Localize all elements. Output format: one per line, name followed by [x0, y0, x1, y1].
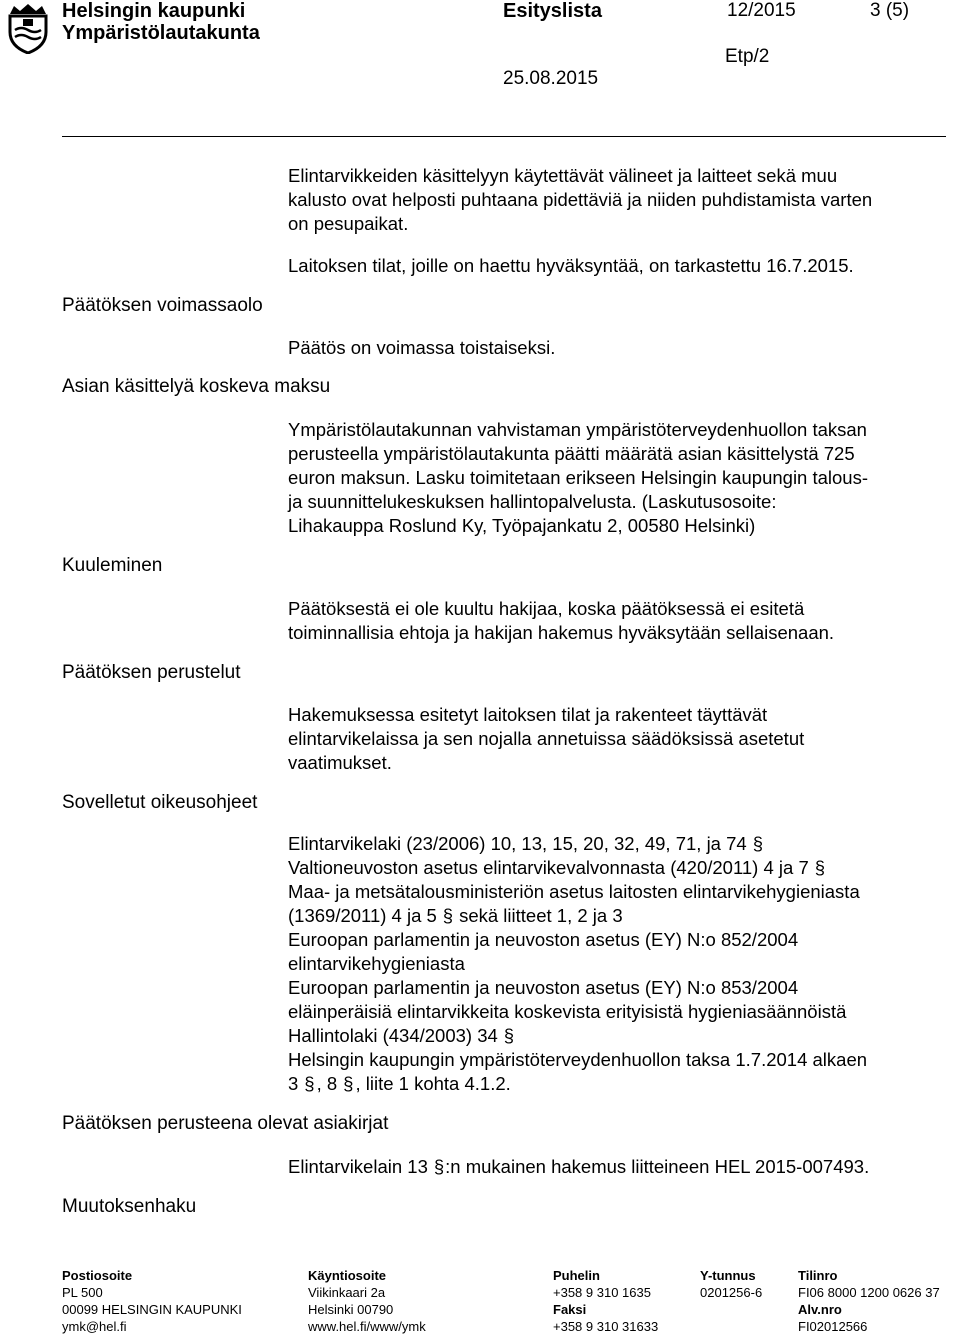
footer-title: Alv.nro	[798, 1302, 842, 1317]
law-text: 3	[288, 1073, 299, 1094]
section-label-applied-law: Sovelletut oikeusohjeet	[62, 792, 258, 813]
footer-value: +358 9 310 1635	[553, 1285, 651, 1300]
law-text: eläinperäisiä elintarvikkeita koskevista erityisistä hygieniasäännöistä	[288, 1001, 847, 1022]
applied-law-list	[288, 832, 867, 1096]
law-text: Maa- ja metsätalousministeriön asetus laitosten elintarvikehygieniasta	[288, 881, 860, 902]
law-text: Euroopan parlamentin ja neuvoston asetus (EY) N:o 853/2004	[288, 977, 799, 998]
law-text: , 8	[316, 1073, 338, 1094]
helsinki-crest-icon	[6, 2, 50, 54]
footer-business-id	[700, 1267, 762, 1301]
header-organization: Helsingin kaupunki	[62, 0, 246, 22]
header-document-number: 12/2015	[727, 0, 796, 21]
law-text: Hallintolaki (434/2003) 34	[288, 1025, 498, 1046]
footer-value: FI02012566	[798, 1319, 868, 1334]
footer-email-link[interactable]: ymk@hel.fi	[62, 1319, 127, 1334]
section-label-hearing: Kuuleminen	[62, 555, 163, 576]
law-text: Helsingin kaupungin ympäristöterveydenhuollon taksa 1.7.2014 alkaen	[288, 1049, 868, 1070]
footer-title: Puhelin	[553, 1268, 600, 1283]
footer-account	[798, 1267, 940, 1301]
section-mark: §	[304, 1073, 315, 1094]
section-mark: §	[343, 1073, 354, 1094]
intro-line: Elintarvikkeiden käsittelyyn käytettävät välineet ja laitteet sekä muu	[288, 165, 838, 186]
footer-value: Viikinkaari 2a	[308, 1285, 386, 1300]
fee-line: Ympäristölautakunnan vahvistaman ympäristöterveydenhuollon taksan	[288, 419, 867, 440]
footer-website-link[interactable]: www.hel.fi/www/ymk	[308, 1319, 426, 1334]
footer-title: Tilinro	[798, 1268, 838, 1283]
law-line	[288, 904, 867, 928]
footer-visiting-address	[308, 1267, 426, 1335]
intro-paragraph	[288, 164, 872, 236]
law-text: (1369/2011) 4 ja 5	[288, 905, 437, 926]
grounds-line: vaatimukset.	[288, 752, 392, 773]
footer-value: 0201256-6	[700, 1285, 763, 1300]
footer-title: Faksi	[553, 1302, 587, 1317]
footer-value: Helsinki 00790	[308, 1302, 394, 1317]
footer-title: Postiosoite	[62, 1268, 133, 1283]
section-label-fee: Asian käsittelyä koskeva maksu	[62, 376, 331, 397]
hearing-line: Päätöksestä ei ole kuultu hakijaa, koska päätöksessä ei esitetä	[288, 598, 805, 619]
law-text: , liite 1 kohta 4.1.2.	[355, 1073, 511, 1094]
law-line	[288, 1072, 867, 1096]
intro-line: on pesupaikat.	[288, 213, 409, 234]
footer-value: 00099 HELSINGIN KAUPUNKI	[62, 1302, 242, 1317]
law-text: Euroopan parlamentin ja neuvoston asetus (EY) N:o 852/2004	[288, 929, 799, 950]
footer-title: Y-tunnus	[700, 1268, 756, 1283]
header-item-number: Etp/2	[725, 46, 770, 67]
fee-line: perusteella ympäristölautakunta päätti määrätä asian käsittelystä 725	[288, 443, 855, 464]
section-mark: §	[814, 857, 826, 878]
fee-line: ja suunnittelukeskuksen hallintopalvelusta. (Laskutusosoite:	[288, 491, 777, 512]
documents-text: :n mukainen hakemus liitteineen HEL 2015-007493.	[445, 1156, 870, 1177]
fee-line: euron maksun. Lasku toimitetaan erikseen Helsingin kaupungin talous-	[288, 467, 869, 488]
validity-paragraph: Päätös on voimassa toistaiseksi.	[288, 337, 556, 358]
fee-line: Lihakauppa Roslund Ky, Työpajankatu 2, 00580 Helsinki)	[288, 515, 756, 536]
grounds-paragraph	[288, 703, 804, 775]
header-department: Ympäristölautakunta	[62, 22, 260, 44]
header-divider	[62, 136, 946, 137]
section-label-validity: Päätöksen voimassaolo	[62, 295, 263, 316]
section-mark: §	[503, 1025, 515, 1046]
law-text: Elintarvikelaki (23/2006) 10, 13, 15, 20, 32, 49, 71, ja 74	[288, 833, 747, 854]
footer-value: PL 500	[62, 1285, 103, 1300]
section-mark: §	[433, 1156, 445, 1177]
footer-fax	[553, 1301, 658, 1335]
section-label-documents: Päätöksen perusteena olevat asiakirjat	[62, 1113, 389, 1134]
header-date: 25.08.2015	[503, 68, 599, 89]
law-text: elintarvikehygieniasta	[288, 953, 465, 974]
hearing-paragraph	[288, 597, 834, 645]
documents-text: Elintarvikelain 13	[288, 1156, 428, 1177]
grounds-line: Hakemuksessa esitetyt laitoksen tilat ja rakenteet täyttävät	[288, 704, 768, 725]
footer-postal-address	[62, 1267, 242, 1335]
header-page-number: 3 (5)	[870, 0, 910, 21]
footer-value: +358 9 310 31633	[553, 1319, 659, 1334]
footer-title: Käyntiosoite	[308, 1268, 387, 1283]
intro-line: kalusto ovat helposti puhtaana pidettäviä ja niiden puhdistamista varten	[288, 189, 873, 210]
hearing-line: toiminnallisia ehtoja ja hakijan hakemus hyväksytään sellaisenaan.	[288, 622, 835, 643]
documents-paragraph	[288, 1155, 869, 1179]
section-label-grounds: Päätöksen perustelut	[62, 662, 241, 683]
law-text: sekä liitteet 1, 2 ja 3	[459, 905, 623, 926]
section-label-appeal: Muutoksenhaku	[62, 1196, 197, 1217]
law-text: Valtioneuvoston asetus elintarvikevalvonnasta (420/2011) 4 ja 7	[288, 857, 809, 878]
header-document-type: Esityslista	[503, 0, 602, 22]
inspection-paragraph: Laitoksen tilat, joille on haettu hyväksyntää, on tarkastettu 16.7.2015.	[288, 255, 854, 276]
section-mark: §	[752, 833, 763, 854]
footer-vat-number	[798, 1301, 867, 1335]
grounds-line: elintarvikelaissa ja sen nojalla annetuissa säädöksissä asetetut	[288, 728, 805, 749]
footer-value: FI06 8000 1200 0626 37	[798, 1285, 940, 1300]
law-line	[288, 856, 867, 880]
law-line	[288, 832, 867, 856]
footer-phone	[553, 1267, 651, 1301]
section-mark: §	[442, 905, 454, 926]
fee-paragraph	[288, 418, 868, 538]
law-line	[288, 1024, 867, 1048]
